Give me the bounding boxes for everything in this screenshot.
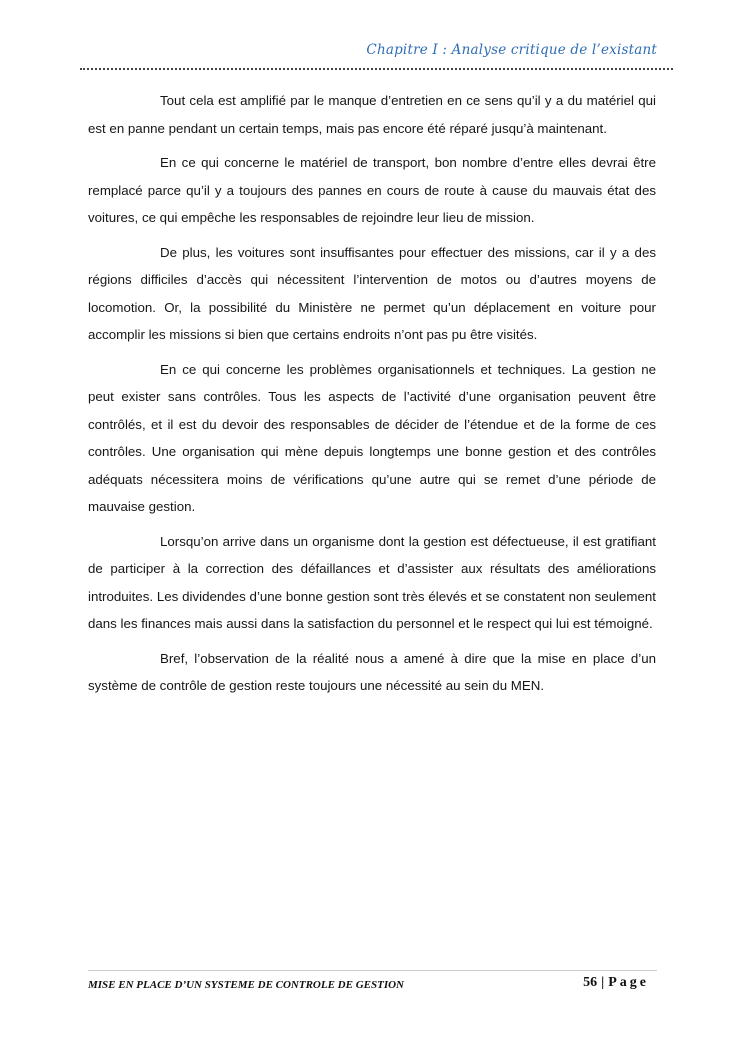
- page-label: Page: [608, 975, 649, 990]
- paragraph: En ce qui concerne le matériel de transport, bon nombre d’entre elles devrai être remplacé parce qu’il y a toujours des pannes en cours de route à cause du mauvais état des voitures, ce qui empêche les responsables de rejoindre leur lieu de mission.: [88, 155, 656, 225]
- page-footer: [88, 970, 657, 997]
- page-separator: |: [601, 975, 605, 990]
- document-body: [88, 87, 656, 707]
- paragraph: De plus, les voitures sont insuffisantes pour effectuer des missions, car il y a des régions difficiles d’accès qui nécessitent l’intervention de motos ou d’autres moyens de locomotion. Or, la possibilité du Ministère ne permet qu’un déplacement en voiture pour accomplir les missions si bien que certains endroits n’ont pas pu être visités.: [88, 244, 656, 342]
- paragraph: Bref, l’observation de la réalité nous a amené à dire que la mise en place d’un système de contrôle de gestion reste toujours une nécessité au sein du MEN.: [88, 650, 656, 693]
- paragraph: Tout cela est amplifié par le manque d’entretien en ce sens qu’il y a du matériel qui est en panne pendant un certain temps, mais pas encore été réparé jusqu’à maintenant.: [88, 93, 656, 136]
- chapter-title: Chapitre I : Analyse critique de l’existant: [366, 42, 657, 58]
- page-header: [80, 38, 673, 70]
- footer-document-title: MISE EN PLACE D’UN SYSTEME DE CONTROLE DE GESTION: [88, 979, 404, 991]
- paragraph: En ce qui concerne les problèmes organisationnels et techniques. La gestion ne peut exister sans contrôles. Tous les aspects de l’activité d’une organisation peuvent être contrôlés, et il est du devoir des responsables de décider de l’étendue et de la forme de ces contrôles. Une organisation qui mène depuis longtemps une bonne gestion et des contrôles adéquats nécessitera moins de vérifications qu’une autre qui se remet d’une période de mauvaise gestion.: [88, 361, 656, 514]
- paragraph: Lorsqu’on arrive dans un organisme dont la gestion est défectueuse, il est gratifiant de participer à la correction des défaillances et d’assister aux résultats des améliorations introduites. Les dividendes d’une bonne gestion sont très élevés et se constatent non seulement dans les finances mais aussi dans la satisfaction du personnel et le respect qui lui est témoigné.: [88, 533, 656, 631]
- page-number-block: [583, 975, 649, 991]
- page-number: 56: [583, 975, 598, 990]
